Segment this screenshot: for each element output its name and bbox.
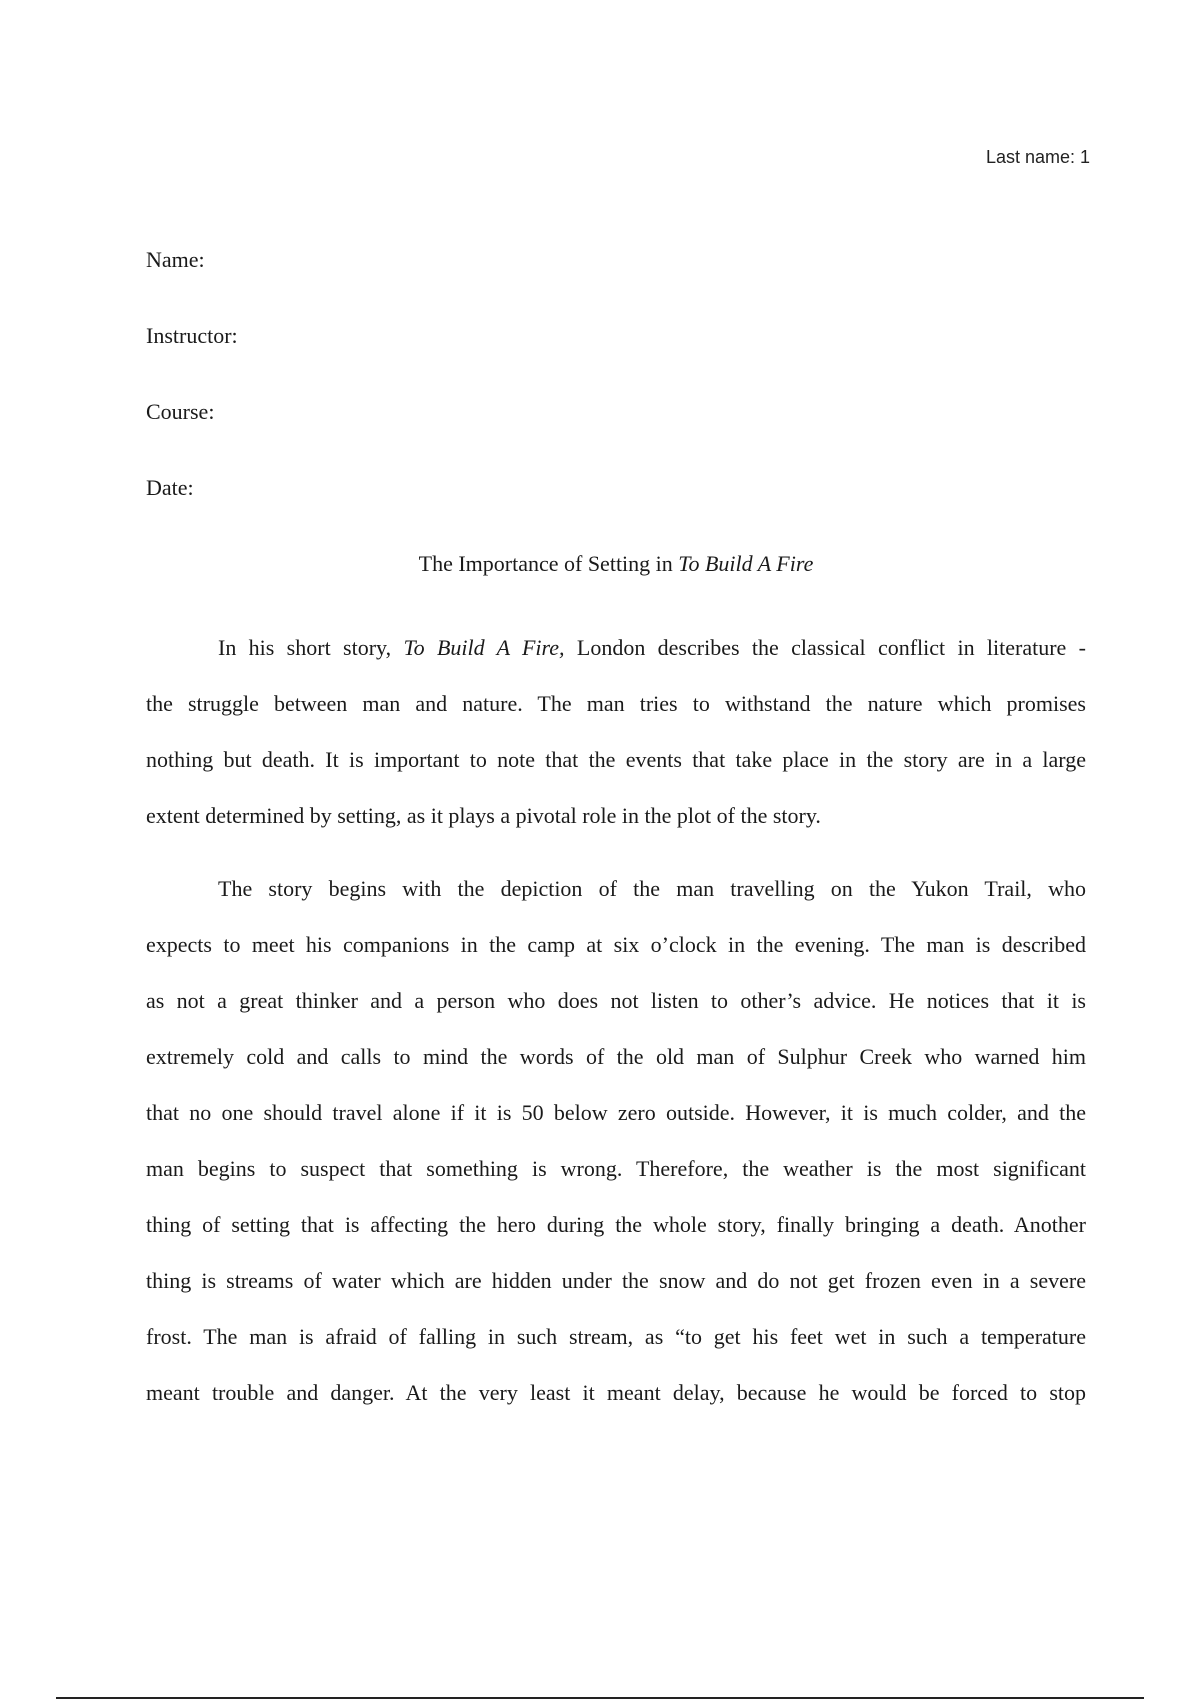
page-bottom-rule [56,1697,1144,1699]
paragraph-line: the struggle between man and nature. The man tries to withstand the nature which promises [146,691,1086,716]
paragraph-line: as not a great thinker and a person who does not listen to other’s advice. He notices that it is [146,988,1086,1013]
paragraph-line: The story begins with the depiction of the man travelling on the Yukon Trail, who [218,876,1086,901]
essay-title [146,550,1086,578]
paragraph-line [146,620,1086,676]
paragraph-2 [146,861,1086,1421]
paragraph-line: thing is streams of water which are hidden under the snow and do not get frozen even in a severe [146,1268,1086,1293]
paragraph-line: extremely cold and calls to mind the words of the old man of Sulphur Creek who warned him [146,1044,1086,1069]
essay-title-text: The Importance of Setting in [418,551,679,576]
paragraph-text: London describes the classical conflict in literature - [564,635,1086,660]
paragraph-line: extent determined by setting, as it plays a pivotal role in the plot of the story. [146,803,821,828]
name-label: Name: [146,247,205,272]
instructor-label: Instructor: [146,323,238,348]
running-head: Last name: 1 [985,147,1090,167]
paragraph-text: In his short story, [218,635,404,660]
essay-title-italic: To Build A Fire [678,551,814,576]
course-label: Course: [146,399,215,424]
paragraph-line: meant trouble and danger. At the very least it meant delay, because he would be forced to stop [146,1380,1086,1405]
paragraph-1 [146,620,1086,844]
student-info-block [146,248,1086,552]
date-label: Date: [146,475,194,500]
paragraph-line: frost. The man is afraid of falling in such stream, as “to get his feet wet in such a temperature [146,1324,1086,1349]
paragraph-line: that no one should travel alone if it is 50 below zero outside. However, it is much colder, and the [146,1100,1086,1125]
paragraph-italic-text: To Build A Fire, [403,635,565,660]
paragraph-line: nothing but death. It is important to note that the events that take place in the story are in a large [146,747,1086,772]
paragraph-line: man begins to suspect that something is wrong. Therefore, the weather is the most significant [146,1156,1086,1181]
paragraph-line: thing of setting that is affecting the hero during the whole story, finally bringing a death. Another [146,1212,1086,1237]
essay-body [146,620,1086,1421]
paragraph-line: expects to meet his companions in the camp at six o’clock in the evening. The man is described [146,932,1086,957]
